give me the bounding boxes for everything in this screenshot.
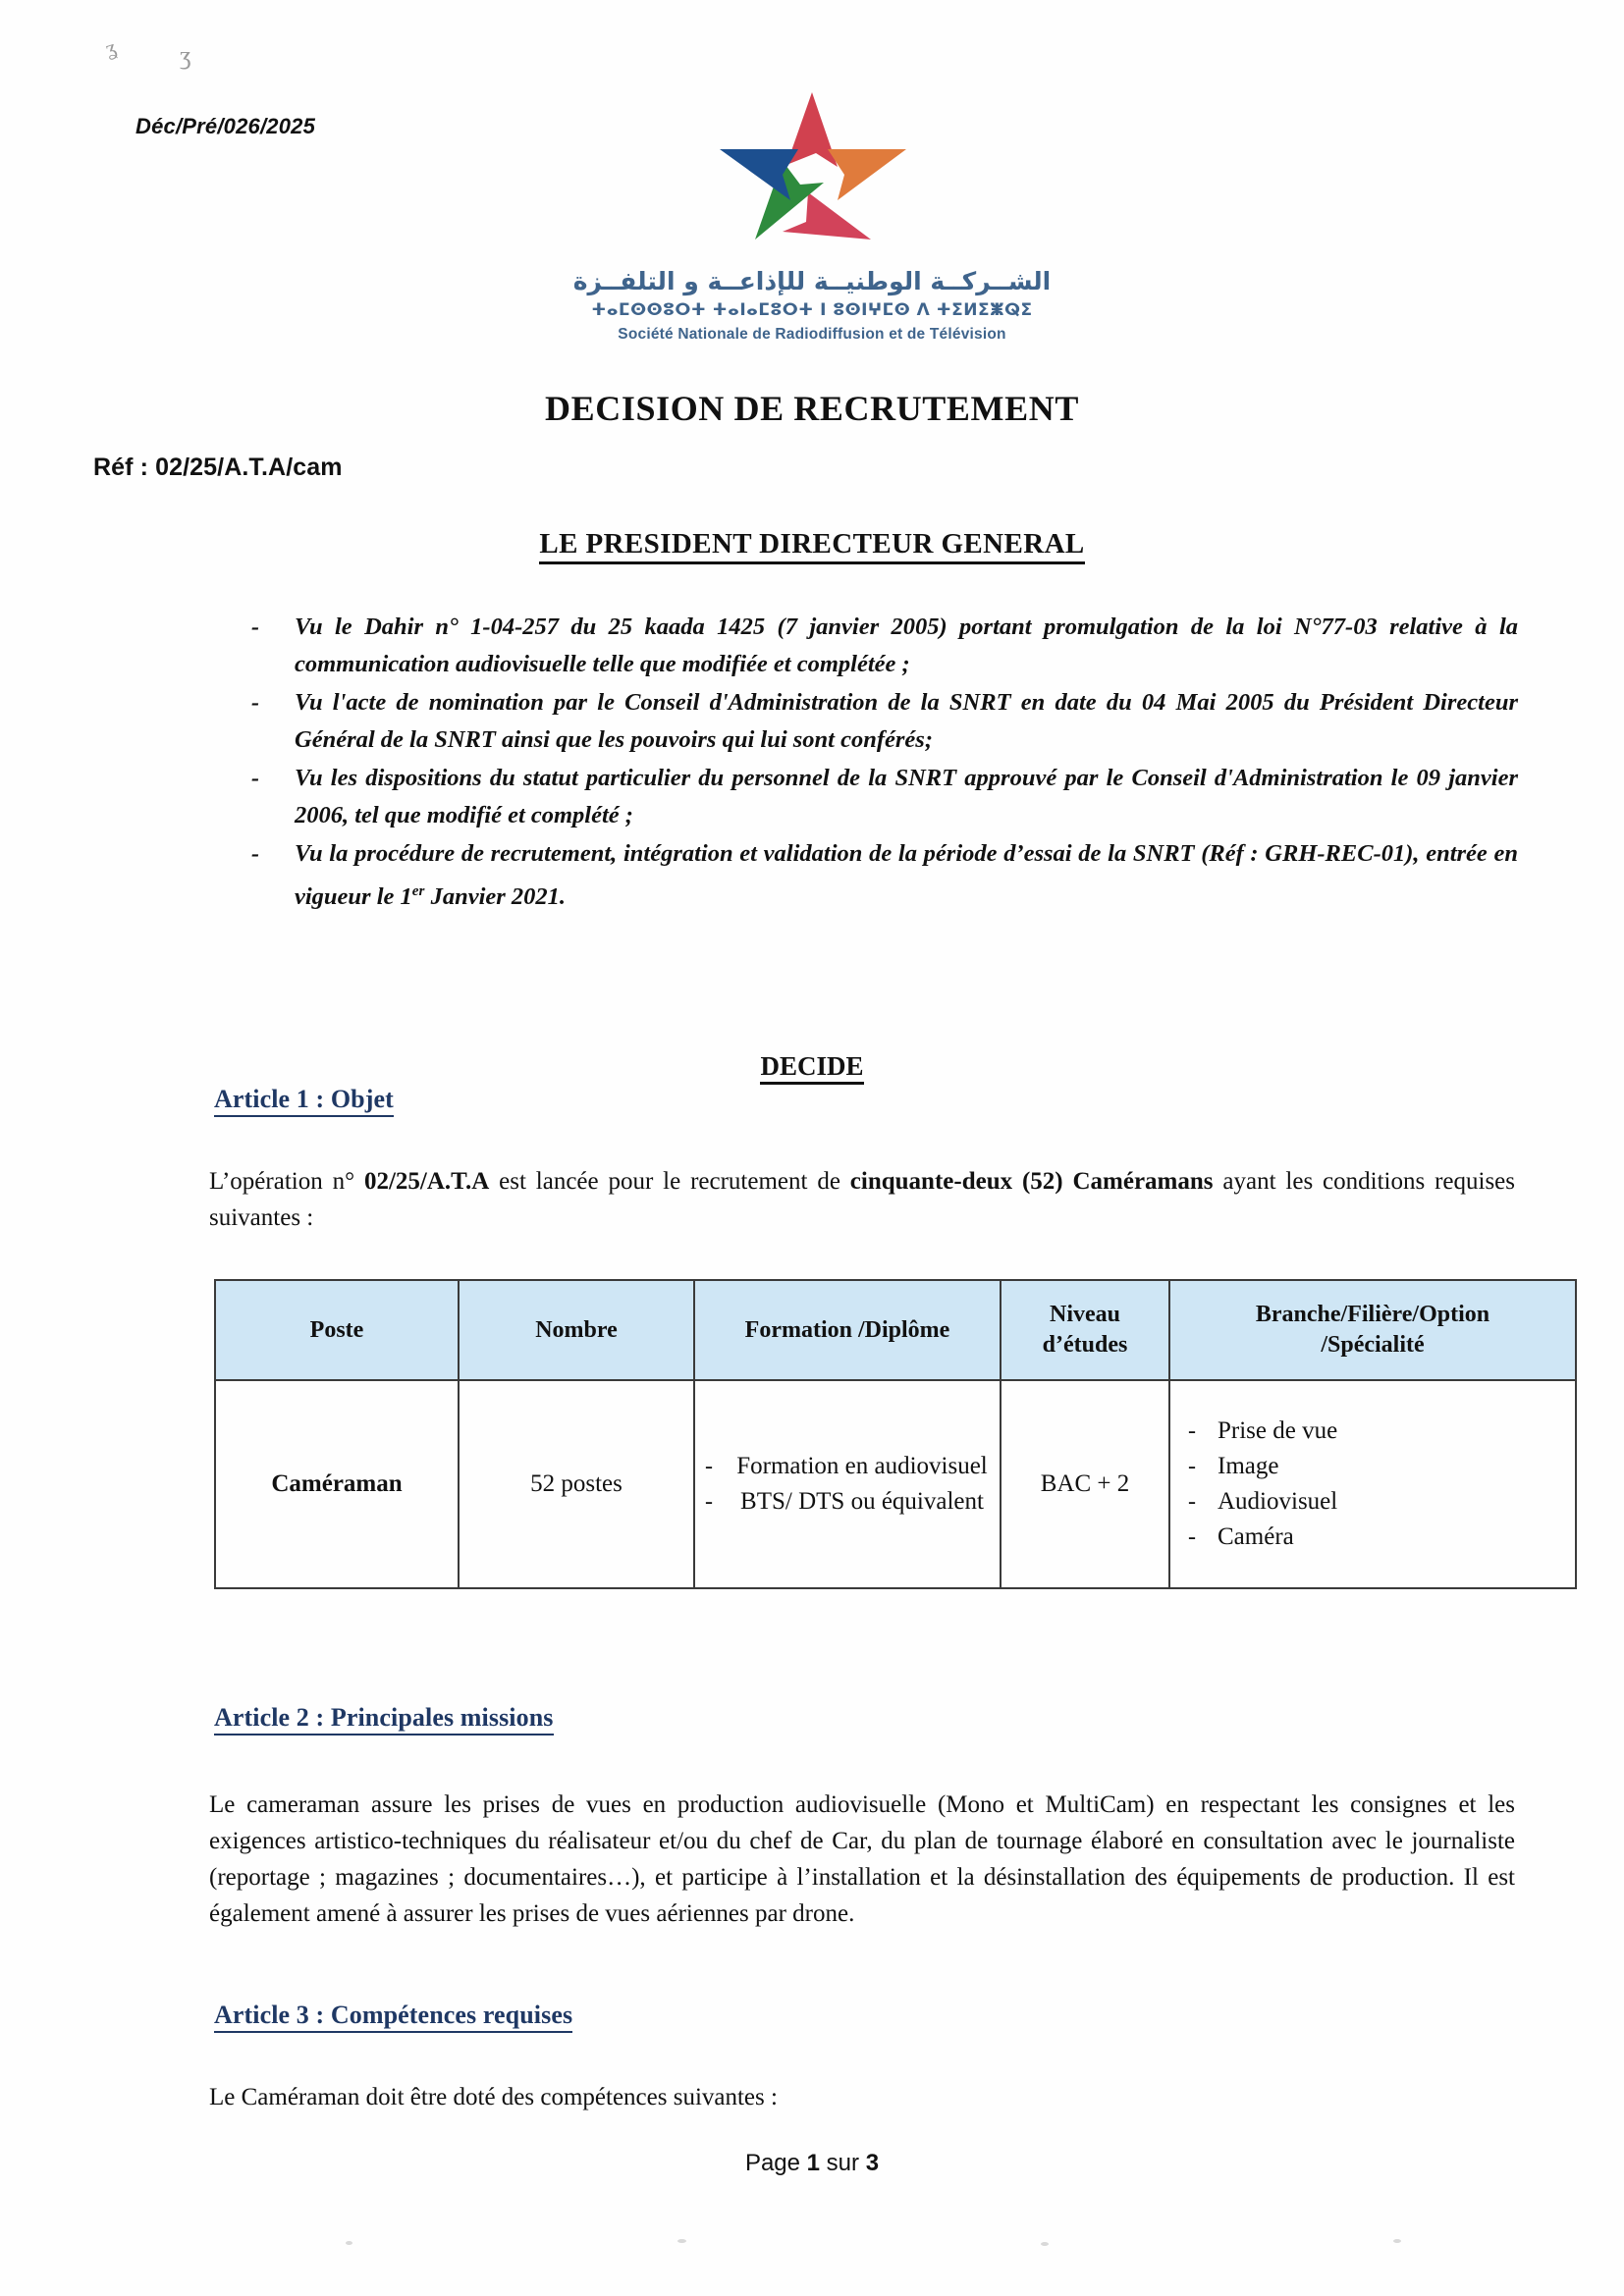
org-name-tifinagh: ⵜⴰⵎⵙⵙⵓⵔⵜ ⵜⴰⵏⴰⵎⵓⵔⵜ ⵏ ⵓⵙⵏⵖⵎⵙ ⴷ ⵜⵉⵍⵉⵥⵕⵉ xyxy=(591,300,1033,321)
signatory-heading-text: LE PRESIDENT DIRECTEUR GENERAL xyxy=(539,528,1084,564)
branche-item-text: Audiovisuel xyxy=(1218,1488,1338,1515)
signatory-heading xyxy=(0,528,1624,561)
list-dash: - xyxy=(705,1454,713,1479)
list-item xyxy=(705,1484,990,1520)
consideration-text-main: Vu la procédure de recrutement, intégration et validation de la période d’essai de la SNRT (Réf : GRH-REC-01), entrée en vigueur le 1 xyxy=(295,840,1518,911)
org-name-french: Société Nationale de Radiodiffusion et de Télévision xyxy=(618,326,1006,344)
article-1-heading xyxy=(214,1085,394,1114)
org-names xyxy=(573,266,1052,344)
list-dash: - xyxy=(705,1489,713,1515)
list-dash: - xyxy=(251,614,259,640)
list-item xyxy=(1188,1520,1565,1555)
article-3-heading xyxy=(214,2001,572,2030)
article-2-heading-text: Article 2 : Principales missions xyxy=(214,1703,554,1735)
page-title: DECISION DE RECRUTEMENT xyxy=(545,389,1079,428)
consideration-item xyxy=(251,760,1518,834)
cell-poste: Caméraman xyxy=(215,1380,459,1588)
para1-part1: L’opération n° xyxy=(209,1168,364,1195)
article-3-paragraph: Le Caméraman doit être doté des compétences suivantes : xyxy=(209,2084,778,2110)
formation-list xyxy=(695,1449,1000,1520)
cell-niveau: BAC + 2 xyxy=(1001,1380,1169,1588)
article-1-heading-text: Article 1 : Objet xyxy=(214,1085,394,1117)
list-dash: - xyxy=(1188,1524,1196,1550)
ordinal-superscript: er xyxy=(411,882,425,899)
decide-heading-text: DECIDE xyxy=(760,1051,863,1085)
list-dash: - xyxy=(1188,1418,1196,1444)
reference-line: Réf : 02/25/A.T.A/cam xyxy=(93,454,343,481)
table-body xyxy=(215,1380,1576,1588)
formation-item-text: Formation en audiovisuel xyxy=(736,1453,988,1479)
consideration-item xyxy=(251,609,1518,683)
list-dash: - xyxy=(251,766,259,791)
scan-speck xyxy=(346,2241,352,2245)
para1-part2: est lancée pour le recrutement de xyxy=(489,1168,850,1195)
column-header-niveau-line1: Niveau xyxy=(1050,1302,1120,1327)
branche-item-text: Prise de vue xyxy=(1218,1417,1338,1444)
column-header-niveau-line2: d’études xyxy=(1042,1332,1128,1358)
table-row xyxy=(215,1380,1576,1588)
page-footer xyxy=(0,2150,1624,2177)
consideration-text: Vu le Dahir n° 1-04-257 du 25 kaada 1425 (7 janvier 2005) portant promulgation de la loi N°77-03 relative à la communication audiovisuelle telle que modifiée et complétée ; xyxy=(295,614,1518,677)
footer-current-page: 1 xyxy=(806,2150,821,2176)
column-header-formation: Formation /Diplôme xyxy=(694,1280,1001,1380)
branche-item-text: Image xyxy=(1218,1453,1279,1479)
column-header-branche xyxy=(1169,1280,1576,1380)
footer-middle: sur xyxy=(820,2150,866,2176)
consideration-item xyxy=(251,684,1518,759)
scan-speck xyxy=(677,2239,686,2243)
column-header-branche-line2: /Spécialité xyxy=(1321,1332,1425,1358)
considerations-list xyxy=(251,609,1518,917)
branche-list xyxy=(1170,1414,1575,1555)
column-header-branche-line1: Branche/Filière/Option xyxy=(1255,1302,1490,1327)
list-item xyxy=(705,1449,990,1484)
scan-speck xyxy=(1393,2239,1401,2243)
scan-artifact-mark: ʓ xyxy=(102,34,120,61)
list-dash: - xyxy=(1188,1454,1196,1479)
consideration-text-rest: Janvier 2021. xyxy=(424,883,567,911)
formation-item-text: BTS/ DTS ou équivalent xyxy=(740,1488,984,1515)
article-2-paragraph: Le cameraman assure les prises de vues en production audiovisuelle (Mono et MultiCam) en respectant les consignes et les exigences artistico-techniques du réalisateur et/ou du chef de Car, du plan de tournage élaboré en consultation avec le journaliste (reportage ; magazines ; documentaires…), et participe à l’installation et la désinstallation des équipements de production. Il est également amené à assurer les prises de vues aériennes par drone. xyxy=(209,1791,1515,1927)
document-code: Déc/Pré/026/2025 xyxy=(135,114,316,138)
requirements-table xyxy=(214,1279,1577,1589)
cell-formation xyxy=(694,1380,1001,1588)
article-1-paragraph xyxy=(209,1163,1515,1236)
consideration-text: Vu l'acte de nomination par le Conseil d'Administration de la SNRT en date du 04 Mai 2005 du Président Directeur Général de la SNRT ainsi que les pouvoirs qui lui sont conférés; xyxy=(295,689,1518,753)
list-dash: - xyxy=(1188,1489,1196,1515)
article-2-heading xyxy=(214,1703,554,1733)
list-item xyxy=(1188,1449,1565,1484)
letterhead xyxy=(0,84,1624,344)
column-header-poste: Poste xyxy=(215,1280,459,1380)
table-head xyxy=(215,1280,1576,1380)
table-header-row xyxy=(215,1280,1576,1380)
org-name-arabic: الشــركــة الوطنيــة للإذاعــة و التلفــزة xyxy=(572,267,1052,295)
para1-part3: ayant les conditions requises suivantes : xyxy=(209,1168,1515,1231)
list-dash: - xyxy=(251,690,259,716)
consideration-item xyxy=(251,835,1518,916)
para1-count: cinquante-deux (52) Caméramans xyxy=(849,1168,1214,1195)
column-header-niveau xyxy=(1001,1280,1169,1380)
cell-branche xyxy=(1169,1380,1576,1588)
column-header-nombre: Nombre xyxy=(459,1280,694,1380)
snrt-star-logo xyxy=(714,84,910,256)
branche-item-text: Caméra xyxy=(1218,1523,1294,1550)
article-3-heading-text: Article 3 : Compétences requises xyxy=(214,2001,572,2033)
list-item xyxy=(1188,1484,1565,1520)
cell-nombre: 52 postes xyxy=(459,1380,694,1588)
footer-total-pages: 3 xyxy=(865,2150,880,2176)
footer-prefix: Page xyxy=(744,2150,807,2176)
list-item xyxy=(1188,1414,1565,1449)
consideration-text: Vu les dispositions du statut particulier du personnel de la SNRT approuvé par le Conseil d'Administration le 09 janvier 2006, tel que modifié et complété ; xyxy=(295,765,1518,828)
consideration-text-last xyxy=(295,835,1518,916)
list-dash: - xyxy=(251,841,259,867)
scan-speck xyxy=(1041,2242,1049,2246)
decide-heading xyxy=(0,1051,1624,1082)
scan-artifact-mark-2: ʒ xyxy=(180,41,191,70)
para1-operation-number: 02/25/A.T.A xyxy=(363,1168,490,1195)
